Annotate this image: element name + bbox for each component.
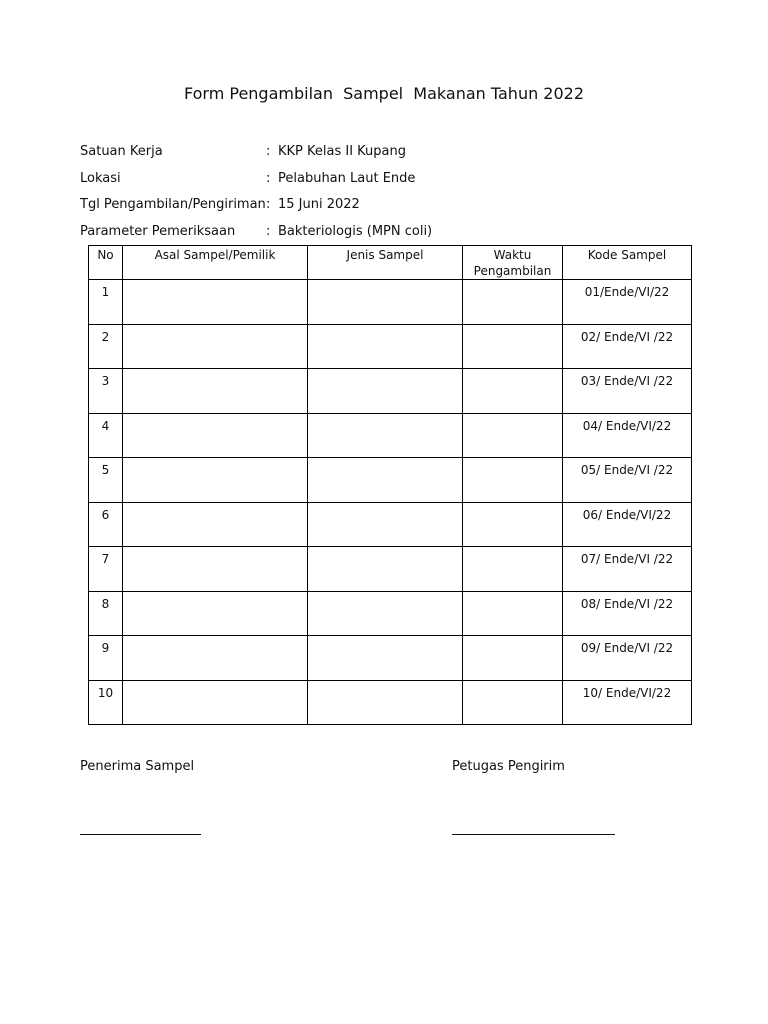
cell-kode-sampel: 04/ Ende/VI/22 bbox=[563, 413, 692, 458]
cell-waktu-pengambilan[interactable] bbox=[463, 458, 563, 503]
cell-kode-sampel: 02/ Ende/VI /22 bbox=[563, 324, 692, 369]
meta-label: Tgl Pengambilan/Pengiriman bbox=[80, 197, 266, 213]
table-row bbox=[89, 636, 692, 681]
sample-table bbox=[88, 245, 692, 725]
cell-waktu-pengambilan[interactable] bbox=[463, 502, 563, 547]
cell-jenis-sampel[interactable] bbox=[308, 591, 463, 636]
meta-colon: : bbox=[266, 143, 271, 159]
cell-no: 3 bbox=[89, 369, 123, 414]
sender-label: Petugas Pengirim bbox=[452, 759, 565, 774]
cell-jenis-sampel[interactable] bbox=[308, 280, 463, 325]
cell-asal-sampel[interactable] bbox=[123, 502, 308, 547]
cell-no: 7 bbox=[89, 547, 123, 592]
header-kode-sampel: Kode Sampel bbox=[563, 246, 692, 280]
header-asal-sampel: Asal Sampel/Pemilik bbox=[123, 246, 308, 280]
table-row bbox=[89, 502, 692, 547]
table-row bbox=[89, 458, 692, 503]
cell-waktu-pengambilan[interactable] bbox=[463, 591, 563, 636]
cell-asal-sampel[interactable] bbox=[123, 369, 308, 414]
cell-jenis-sampel[interactable] bbox=[308, 636, 463, 681]
sender-signature-line bbox=[452, 834, 615, 835]
header-jenis-sampel: Jenis Sampel bbox=[308, 246, 463, 280]
meta-colon: : bbox=[266, 170, 271, 186]
cell-asal-sampel[interactable] bbox=[123, 591, 308, 636]
cell-kode-sampel: 05/ Ende/VI /22 bbox=[563, 458, 692, 503]
meta-value: Pelabuhan Laut Ende bbox=[278, 170, 416, 186]
cell-no: 5 bbox=[89, 458, 123, 503]
cell-jenis-sampel[interactable] bbox=[308, 680, 463, 725]
cell-kode-sampel: 03/ Ende/VI /22 bbox=[563, 369, 692, 414]
cell-no: 9 bbox=[89, 636, 123, 681]
cell-kode-sampel: 10/ Ende/VI/22 bbox=[563, 680, 692, 725]
table-row bbox=[89, 369, 692, 414]
meta-label: Lokasi bbox=[80, 170, 121, 186]
cell-kode-sampel: 08/ Ende/VI /22 bbox=[563, 591, 692, 636]
receiver-label: Penerima Sampel bbox=[80, 759, 195, 774]
table-row bbox=[89, 413, 692, 458]
table-header-row bbox=[89, 246, 692, 280]
meta-row-lokasi bbox=[80, 165, 432, 192]
meta-row-parameter bbox=[80, 218, 432, 245]
form-title: Form Pengambilan Sampel Makanan Tahun 2022 bbox=[183, 84, 585, 103]
table-row bbox=[89, 547, 692, 592]
cell-jenis-sampel[interactable] bbox=[308, 547, 463, 592]
cell-asal-sampel[interactable] bbox=[123, 680, 308, 725]
table-row bbox=[89, 591, 692, 636]
form-meta bbox=[80, 138, 432, 245]
cell-kode-sampel: 01/Ende/VI/22 bbox=[563, 280, 692, 325]
header-waktu-pengambilan: Waktu Pengambilan bbox=[463, 246, 563, 280]
cell-kode-sampel: 09/ Ende/VI /22 bbox=[563, 636, 692, 681]
meta-value: 15 Juni 2022 bbox=[278, 197, 360, 213]
table-row bbox=[89, 680, 692, 725]
meta-label: Satuan Kerja bbox=[80, 143, 163, 159]
cell-jenis-sampel[interactable] bbox=[308, 458, 463, 503]
meta-row-tanggal bbox=[80, 191, 432, 218]
cell-asal-sampel[interactable] bbox=[123, 636, 308, 681]
cell-asal-sampel[interactable] bbox=[123, 413, 308, 458]
cell-jenis-sampel[interactable] bbox=[308, 413, 463, 458]
cell-waktu-pengambilan[interactable] bbox=[463, 413, 563, 458]
table-row bbox=[89, 324, 692, 369]
cell-asal-sampel[interactable] bbox=[123, 324, 308, 369]
meta-value: KKP Kelas II Kupang bbox=[278, 143, 407, 159]
cell-jenis-sampel[interactable] bbox=[308, 324, 463, 369]
meta-colon: : bbox=[266, 223, 271, 239]
cell-no: 8 bbox=[89, 591, 123, 636]
cell-waktu-pengambilan[interactable] bbox=[463, 369, 563, 414]
table-row bbox=[89, 280, 692, 325]
cell-kode-sampel: 07/ Ende/VI /22 bbox=[563, 547, 692, 592]
header-no: No bbox=[89, 246, 123, 280]
cell-waktu-pengambilan[interactable] bbox=[463, 280, 563, 325]
cell-no: 4 bbox=[89, 413, 123, 458]
cell-no: 1 bbox=[89, 280, 123, 325]
cell-waktu-pengambilan[interactable] bbox=[463, 324, 563, 369]
meta-row-satuan-kerja bbox=[80, 138, 432, 165]
meta-value: Bakteriologis (MPN coli) bbox=[278, 223, 433, 239]
cell-jenis-sampel[interactable] bbox=[308, 502, 463, 547]
cell-no: 6 bbox=[89, 502, 123, 547]
cell-waktu-pengambilan[interactable] bbox=[463, 636, 563, 681]
cell-jenis-sampel[interactable] bbox=[308, 369, 463, 414]
cell-asal-sampel[interactable] bbox=[123, 280, 308, 325]
cell-waktu-pengambilan[interactable] bbox=[463, 680, 563, 725]
meta-colon: : bbox=[266, 197, 271, 213]
cell-waktu-pengambilan[interactable] bbox=[463, 547, 563, 592]
cell-no: 10 bbox=[89, 680, 123, 725]
cell-no: 2 bbox=[89, 324, 123, 369]
cell-kode-sampel: 06/ Ende/VI/22 bbox=[563, 502, 692, 547]
cell-asal-sampel[interactable] bbox=[123, 458, 308, 503]
cell-asal-sampel[interactable] bbox=[123, 547, 308, 592]
meta-label: Parameter Pemeriksaan bbox=[80, 223, 236, 239]
receiver-signature-line bbox=[80, 834, 201, 835]
